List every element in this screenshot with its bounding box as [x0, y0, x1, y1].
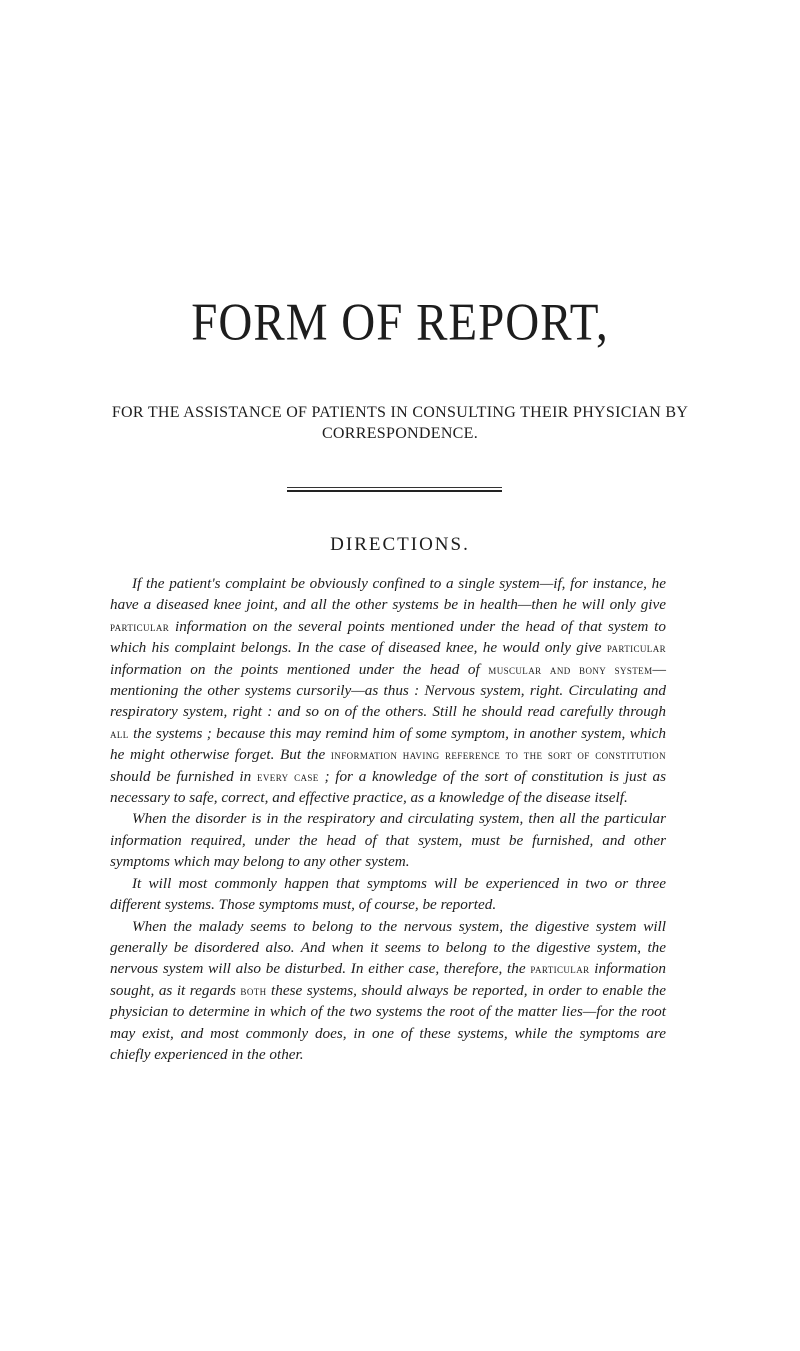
paragraph-3: It will most commonly happen that symptoms will be experienced in two or three different systems. Those symptoms must, of course, be reported.	[110, 874, 666, 914]
emphasis-text: information having reference to the sort of constitution	[330, 747, 666, 763]
paragraph-1	[110, 573, 666, 808]
paragraph-2: When the disorder is in the respiratory and circulating system, then all the particular information required, under the head of that system, must be furnished, and other symptoms which may belong to any other system.	[110, 810, 666, 871]
emphasis-text: all	[110, 725, 129, 741]
emphasis-text: muscular and bony system	[488, 661, 653, 677]
emphasis-text: particular	[110, 618, 170, 634]
paragraph-text: should be furnished in	[110, 767, 257, 785]
directions-body	[110, 573, 666, 1065]
emphasis-text: particular	[530, 961, 590, 977]
paragraph-text: information sought, as it regards	[110, 960, 666, 999]
emphasis-text: particular	[606, 640, 666, 656]
paragraph-text: information on the points mentioned under the head of	[110, 660, 489, 678]
directions-heading: DIRECTIONS.	[330, 534, 470, 555]
paragraph-text: If the patient's complaint be obviously confined to a single system—if, for instance, he have a diseased knee joint, and all the other systems be in health—then he will only give	[110, 575, 666, 614]
paragraph-text: information on the several points mentioned under the head of that system to which his complaint belongs. In the case of diseased knee, he would only give	[110, 617, 666, 657]
paragraph-4	[110, 916, 666, 1066]
paragraph-text: When the malady seems to belong to the nervous system, the digestive system will generally be disordered also. And when it seems to belong to the digestive system, the nervous system will also be disturbed. In either case, therefore, the	[110, 917, 666, 978]
divider-rule-thick	[287, 490, 502, 492]
divider-rule-thin	[287, 487, 502, 488]
emphasis-text: every case	[257, 768, 319, 784]
paragraph-text: these systems, should always be reported, in order to enable the physician to determine in which of the two systems the root of the matter lies—for the root may exist, and most commonly does, in one of these systems, while the symptoms are chiefly experienced in the other.	[110, 981, 666, 1063]
paragraph-text: ; for a knowledge of the sort of constitution is just as necessary to safe, correct, and effective practice, as a knowledge of the disease itself.	[110, 767, 667, 807]
page-title: FORM OF REPORT,	[191, 293, 609, 353]
page-subtitle: FOR THE ASSISTANCE OF PATIENTS IN CONSULTING THEIR PHYSICIAN BY CORRESPONDENCE.	[111, 404, 689, 442]
paragraph-text: the systems ; because this may remind him of some symptom, in another system, which he might otherwise forget. But the	[110, 724, 666, 764]
paragraph-text: —mentioning the other systems cursorily—as thus : Nervous system, right. Circulating and respiratory system, right : and so on of the others. Still he should read carefully through	[110, 660, 666, 721]
emphasis-text: both	[240, 982, 267, 998]
